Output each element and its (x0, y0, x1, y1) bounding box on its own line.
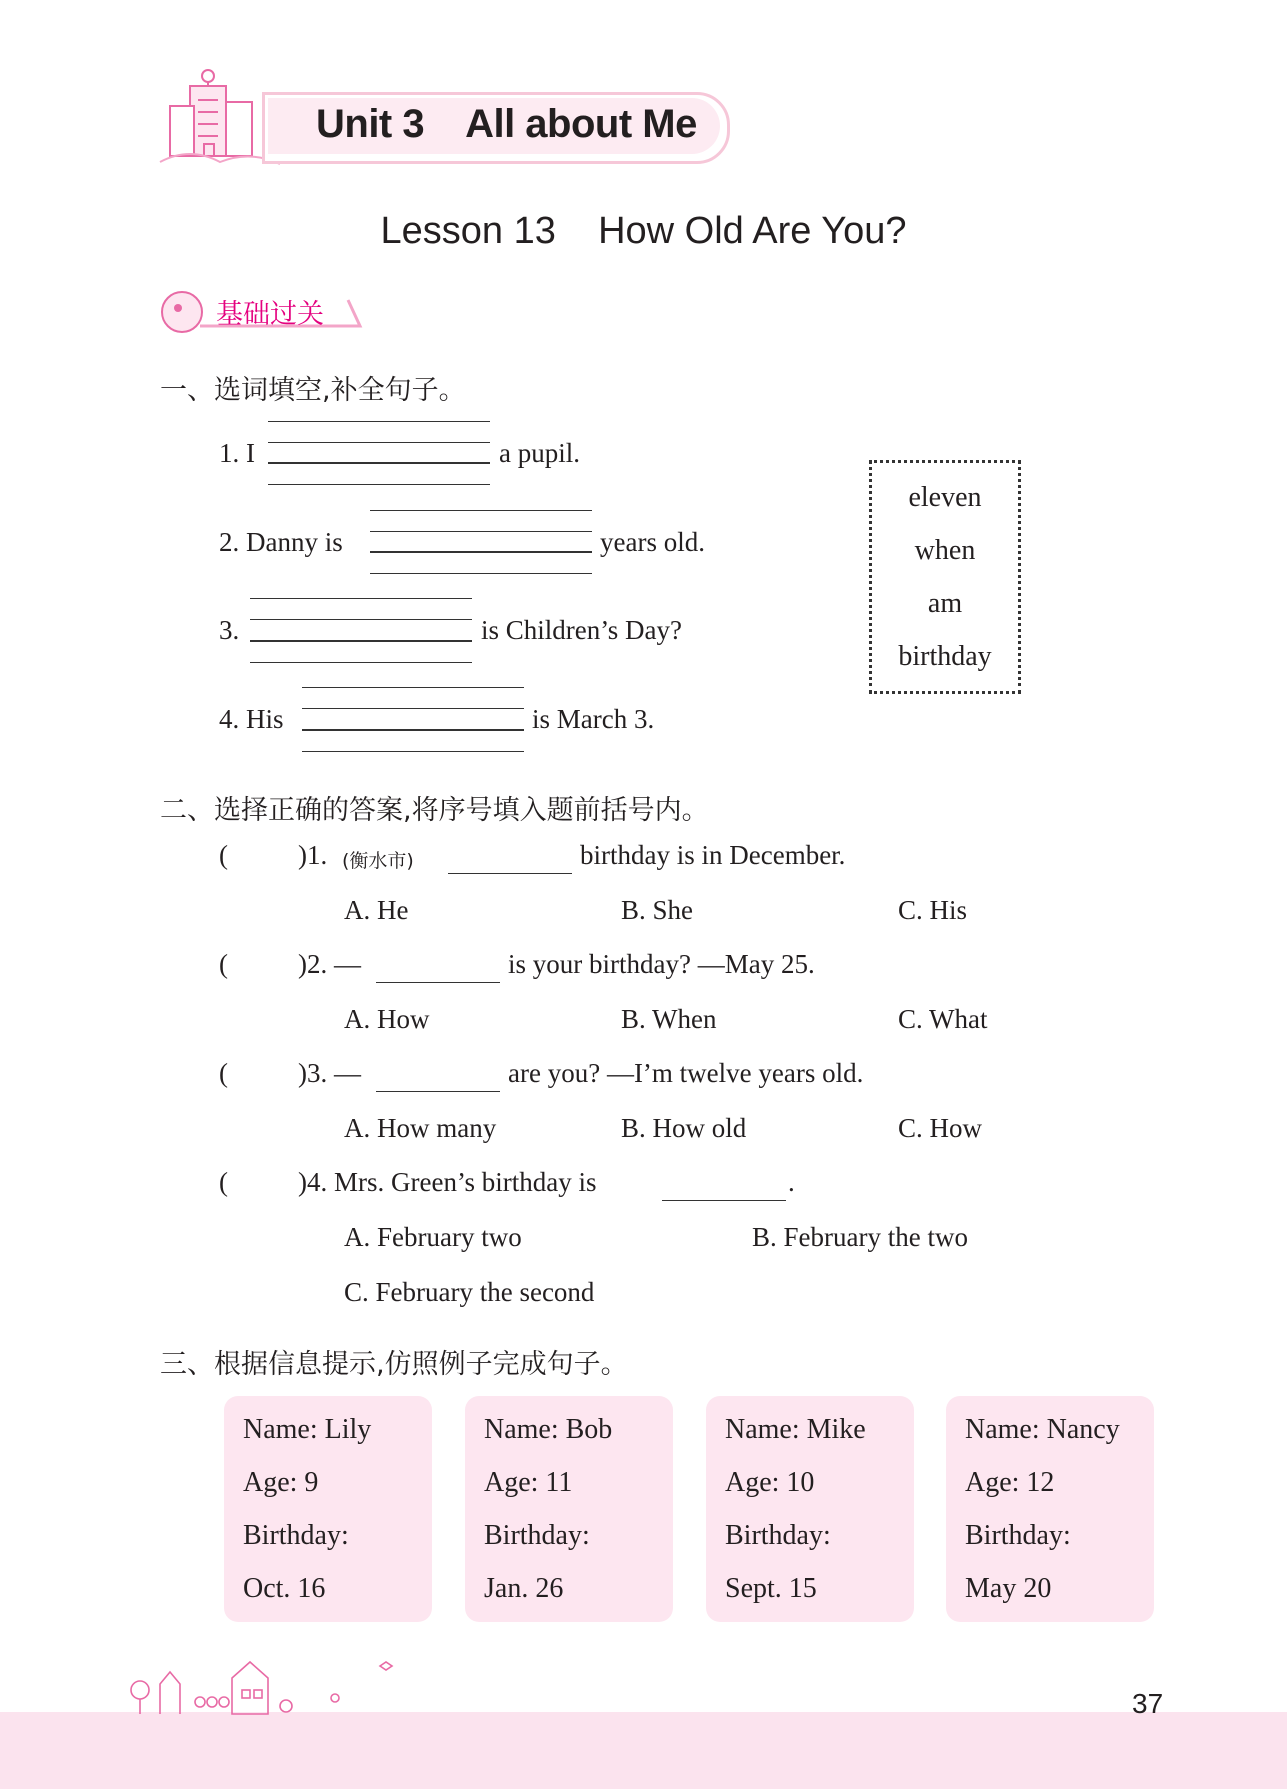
question-stem: are you? —I’m twelve years old. (508, 1058, 864, 1088)
question-stem: birthday is in December. (580, 840, 846, 870)
item4-before: 4. His (219, 704, 284, 734)
answer-blank[interactable] (302, 729, 524, 731)
option: A. How (344, 1004, 430, 1034)
option: B. When (621, 1004, 717, 1034)
question-number: )4. Mrs. Green’s birthday is (298, 1167, 597, 1197)
card-name: Name: Nancy (965, 1414, 1120, 1445)
answer-blank[interactable] (250, 640, 472, 642)
answer-blank[interactable] (370, 551, 592, 553)
card-name: Name: Bob (484, 1414, 613, 1445)
card-birthday-label: Birthday: (243, 1520, 349, 1551)
word-box-item: when (914, 535, 976, 566)
word-box-item: birthday (898, 641, 992, 672)
card-name: Name: Lily (243, 1414, 372, 1445)
bottom-band (0, 1712, 1287, 1789)
answer-blank[interactable] (376, 1091, 500, 1092)
town-illustration (120, 1648, 420, 1720)
writing-line (268, 442, 490, 443)
word-box-item: eleven (908, 482, 982, 513)
writing-line (250, 662, 472, 663)
item4-after: is March 3. (532, 704, 655, 734)
question-number: )3. — (298, 1058, 361, 1088)
unit-title: Unit 3 All about Me (316, 102, 697, 146)
option: C. What (898, 1004, 988, 1034)
option: C. His (898, 895, 968, 925)
item1-after: a pupil. (499, 438, 580, 468)
option: B. February the two (752, 1222, 968, 1252)
card-birthday-label: Birthday: (484, 1520, 590, 1551)
item1-before: 1. I (219, 438, 255, 468)
writing-line (370, 573, 592, 574)
option: C. How (898, 1113, 983, 1143)
option: A. February two (344, 1222, 522, 1252)
option: C. February the second (344, 1277, 595, 1307)
question-number: )1. (298, 840, 328, 870)
page-number: 37 (1132, 1688, 1164, 1719)
answer-blank[interactable] (448, 873, 572, 874)
answer-paren[interactable]: ( (219, 1058, 228, 1088)
writing-line (302, 687, 524, 688)
answer-blank[interactable] (376, 982, 500, 983)
writing-line (370, 510, 592, 511)
answer-paren[interactable]: ( (219, 949, 228, 979)
writing-line (250, 598, 472, 599)
card-age: Age: 11 (484, 1467, 573, 1498)
item3-before: 3. (219, 615, 240, 645)
card-birthday: May 20 (965, 1573, 1052, 1604)
card-age: Age: 10 (725, 1467, 815, 1498)
question-number: )2. — (298, 949, 361, 979)
item2-before: 2. Danny is (219, 527, 343, 557)
card-birthday: Jan. 26 (484, 1573, 564, 1604)
writing-line (370, 531, 592, 532)
writing-line (302, 708, 524, 709)
answer-paren[interactable]: ( (219, 840, 228, 870)
part3-heading: 三、根据信息提示,仿照例子完成句子。 (160, 1349, 628, 1380)
answer-blank[interactable] (268, 462, 490, 464)
option: B. How old (621, 1113, 747, 1143)
question-source: (衡水市) (342, 850, 414, 872)
lesson-title: Lesson 13 How Old Are You? (380, 210, 907, 252)
card-birthday: Sept. 15 (725, 1573, 817, 1604)
item2-after: years old. (600, 527, 705, 557)
card-birthday-label: Birthday: (965, 1520, 1071, 1551)
card-age: Age: 12 (965, 1467, 1055, 1498)
writing-line (268, 421, 490, 422)
writing-line (302, 751, 524, 752)
word-box-item: am (927, 588, 963, 619)
writing-line (250, 619, 472, 620)
part2-heading: 二、选择正确的答案,将序号填入题前括号内。 (160, 795, 709, 826)
card-age: Age: 9 (243, 1467, 319, 1498)
question-stem: . (788, 1167, 795, 1197)
item3-after: is Children’s Day? (481, 615, 682, 645)
card-name: Name: Mike (725, 1414, 866, 1445)
card-birthday: Oct. 16 (243, 1573, 326, 1604)
question-stem: is your birthday? —May 25. (508, 949, 815, 979)
part1-heading: 一、选词填空,补全句子。 (160, 375, 466, 406)
answer-paren[interactable]: ( (219, 1167, 228, 1197)
section-tag: 基础过关 (216, 299, 324, 330)
writing-line (268, 484, 490, 485)
option: A. He (344, 895, 409, 925)
option: B. She (621, 895, 694, 925)
option: A. How many (344, 1113, 497, 1143)
card-birthday-label: Birthday: (725, 1520, 831, 1551)
answer-blank[interactable] (662, 1200, 786, 1201)
